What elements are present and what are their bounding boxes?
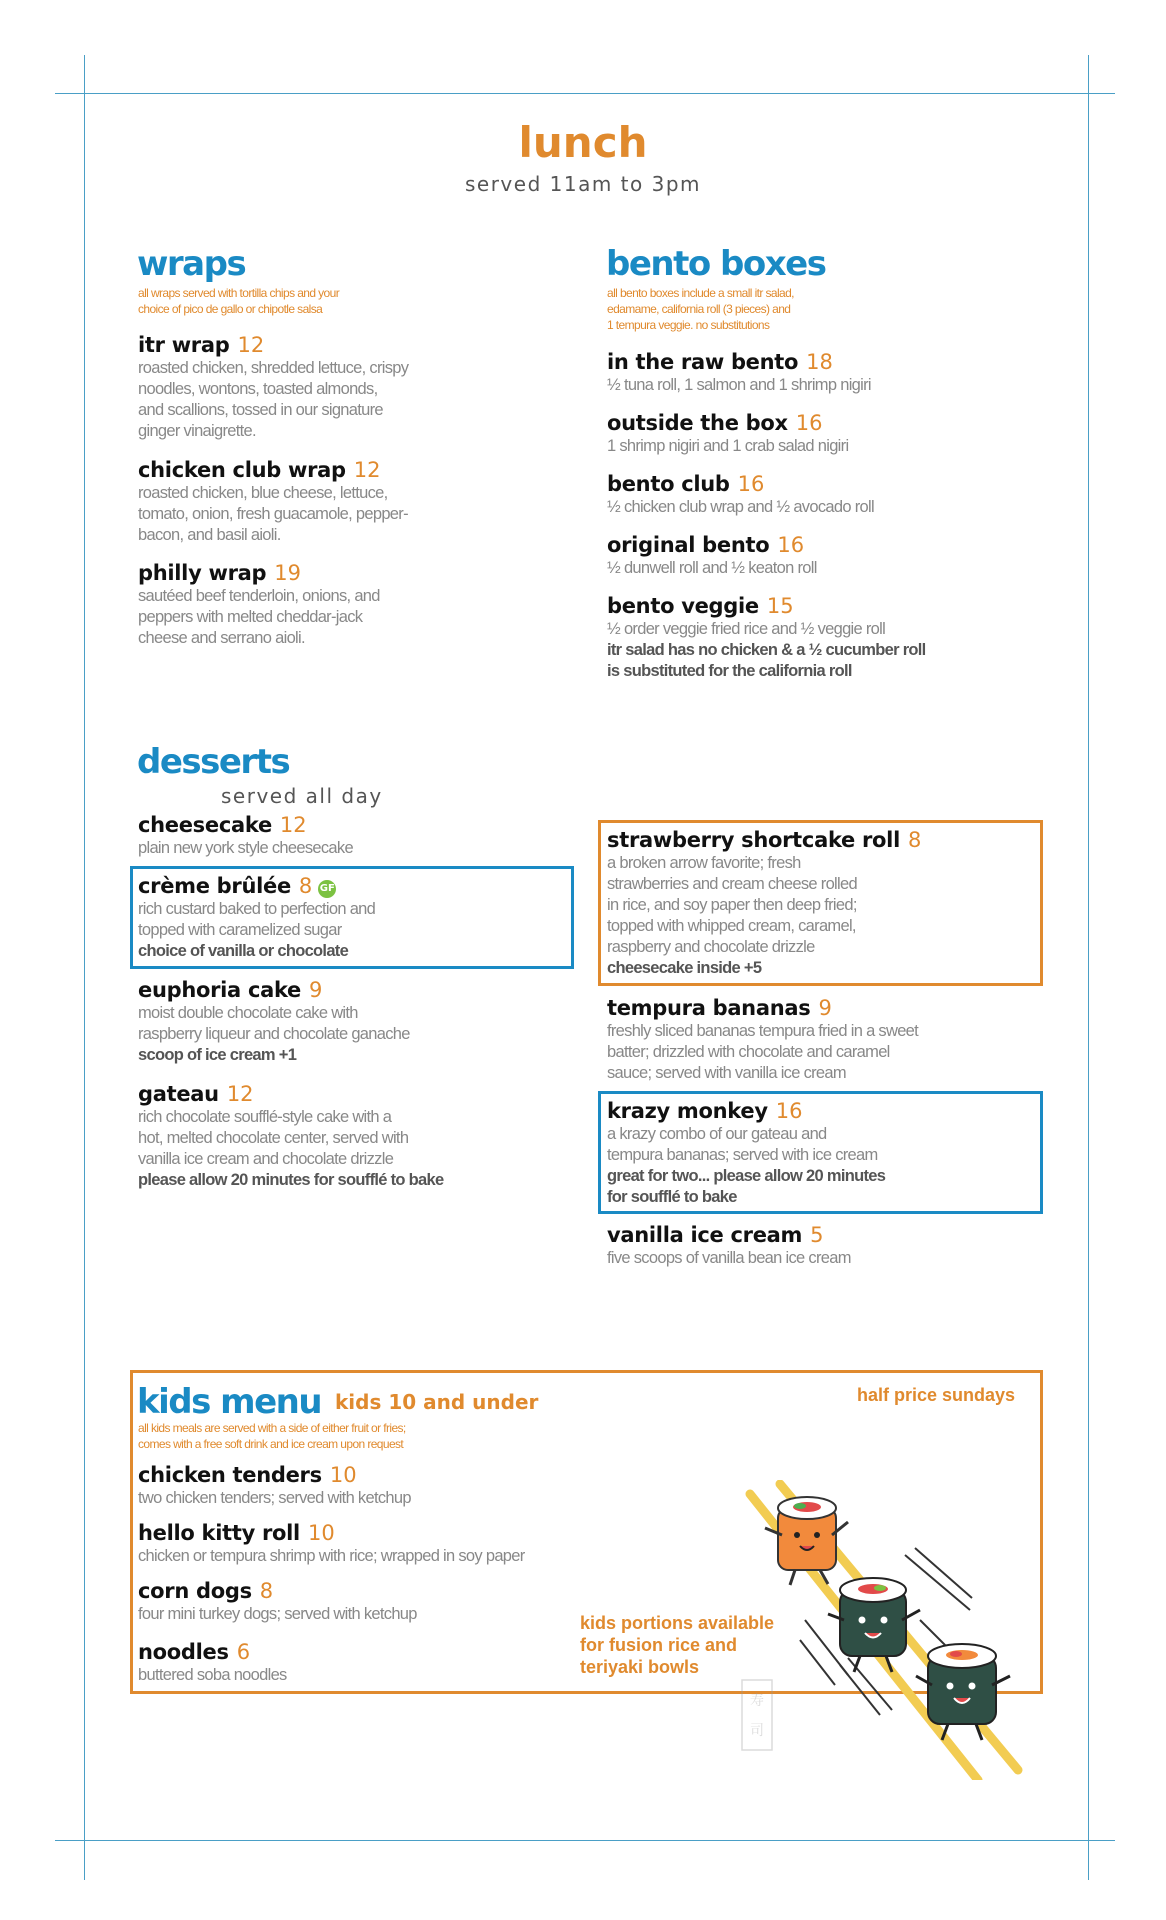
svg-text:司: 司 <box>750 1723 764 1739</box>
menu-item <box>607 410 1027 457</box>
item-price: 15 <box>766 594 794 618</box>
bento-note: all bento boxes include a small itr salad, edamame, california roll (3 pieces) and 1 tempura veggie. no substitutions <box>607 286 794 332</box>
item-price: 12 <box>237 333 265 357</box>
item-name: strawberry shortcake roll <box>607 828 900 852</box>
item-name: original bento <box>607 533 770 557</box>
item-description: roasted chicken, shredded lettuce, crispy noodles, wontons, toasted almonds, and scallions, tossed in our signature ginger vinaigrette. <box>138 359 409 440</box>
item-price: 12 <box>226 1082 254 1106</box>
item-description: freshly sliced bananas tempura fried in a sweet batter; drizzled with chocolate and caramel sauce; served with vanilla ice cream <box>607 1022 919 1082</box>
item-name: cheesecake <box>138 813 272 837</box>
item-price: 16 <box>737 472 765 496</box>
item-price: 5 <box>810 1223 824 1247</box>
bento-heading: bento boxes <box>606 244 826 284</box>
item-note: please allow 20 minutes for soufflé to bake <box>138 1171 444 1189</box>
item-name: bento club <box>607 472 730 496</box>
half-price-label: half price sundays <box>857 1385 1016 1405</box>
item-description: rich chocolate soufflé-style cake with a hot, melted chocolate center, served with vanilla ice cream and chocolate drizzle <box>138 1108 409 1168</box>
item-name: bento veggie <box>607 594 759 618</box>
item-name: chicken tenders <box>138 1463 322 1487</box>
menu-item <box>607 1098 1027 1208</box>
kids-age-label: kids 10 and under <box>335 1390 539 1414</box>
item-price: 16 <box>775 1099 803 1123</box>
item-name: vanilla ice cream <box>607 1223 803 1247</box>
item-description: ½ order veggie fried rice and ½ veggie roll <box>607 620 886 638</box>
item-description: ½ tuna roll, 1 salmon and 1 shrimp nigiri <box>607 376 871 394</box>
item-price: 9 <box>818 996 832 1020</box>
menu-item <box>607 1222 1027 1269</box>
sushi-illustration <box>720 1480 1050 1780</box>
item-price: 8 <box>298 874 313 898</box>
item-description: ½ chicken club wrap and ½ avocado roll <box>607 498 874 516</box>
item-name: corn dogs <box>138 1579 252 1603</box>
item-price: 10 <box>329 1463 357 1487</box>
item-note: itr salad has no chicken & a ½ cucumber roll is substituted for the california roll <box>607 641 926 680</box>
item-price: 12 <box>279 813 307 837</box>
item-note: great for two... please allow 20 minutes for soufflé to bake <box>607 1167 886 1206</box>
menu-item <box>607 995 1037 1084</box>
item-price: 6 <box>236 1640 251 1664</box>
menu-item <box>138 1639 618 1686</box>
kids-portions-note: kids portions available for fusion rice and teriyaki bowls <box>580 1613 775 1677</box>
item-description: sautéed beef tenderloin, onions, and peppers with melted cheddar-jack cheese and serrano aioli. <box>138 587 380 647</box>
item-price: 18 <box>806 350 833 374</box>
menu-item <box>138 332 498 442</box>
item-description: buttered soba noodles <box>138 1666 287 1684</box>
item-name: in the raw bento <box>607 350 799 374</box>
trim-line-left <box>84 55 85 1880</box>
item-name: chicken club wrap <box>138 458 346 482</box>
menu-item <box>607 349 1027 396</box>
menu-item <box>138 560 498 649</box>
menu-item <box>138 977 498 1066</box>
item-description: two chicken tenders; served with ketchup <box>138 1489 411 1507</box>
item-description: plain new york style cheesecake <box>138 839 353 857</box>
green-roll-icon <box>828 1578 920 1672</box>
item-price: 19 <box>274 561 301 585</box>
trim-line-bottom <box>55 1840 1115 1841</box>
item-price: 12 <box>353 458 381 482</box>
item-name: crème brûlée <box>138 874 291 898</box>
item-name: philly wrap <box>138 561 267 585</box>
item-description: rich custard baked to perfection and topped with caramelized sugar <box>138 900 376 939</box>
item-note: cheesecake inside +5 <box>607 959 762 977</box>
item-name: itr wrap <box>138 333 230 357</box>
menu-item <box>138 812 498 859</box>
item-description: moist double chocolate cake with raspberry liqueur and chocolate ganache <box>138 1004 410 1043</box>
wraps-heading: wraps <box>137 244 246 284</box>
item-description: a krazy combo of our gateau and tempura bananas; served with ice cream <box>607 1125 878 1164</box>
menu-item <box>138 1520 618 1567</box>
svg-text:寿: 寿 <box>750 1693 764 1709</box>
item-note: choice of vanilla or chocolate <box>138 942 349 960</box>
stamp-icon <box>742 1680 772 1750</box>
item-price: 8 <box>259 1579 274 1603</box>
menu-item <box>138 457 498 546</box>
menu-item <box>607 827 1027 979</box>
item-name: gateau <box>138 1082 219 1106</box>
desserts-heading: desserts <box>137 742 290 782</box>
menu-item <box>138 1578 618 1625</box>
item-name: hello kitty roll <box>138 1521 300 1545</box>
item-note: scoop of ice cream +1 <box>138 1046 297 1064</box>
kids-note: all kids meals are served with a side of either fruit or fries; comes with a free soft drink and ice cream upon request <box>138 1421 406 1451</box>
item-description: a broken arrow favorite; fresh strawberries and cream cheese rolled in rice, and soy paper then deep fried; topped with whipped cream, caramel, raspberry and chocolate drizzle <box>607 854 857 956</box>
item-description: five scoops of vanilla bean ice cream <box>607 1249 851 1267</box>
item-name: outside the box <box>607 411 788 435</box>
item-price: 10 <box>307 1521 335 1545</box>
kids-heading: kids menu <box>137 1382 322 1422</box>
item-name: krazy monkey <box>607 1099 768 1123</box>
trim-line-right <box>1088 55 1089 1880</box>
trim-line-top <box>55 93 1115 94</box>
menu-item <box>138 1081 518 1191</box>
menu-item <box>607 532 1027 579</box>
wraps-note: all wraps served with tortilla chips and your choice of pico de gallo or chipotle salsa <box>138 286 340 316</box>
item-price: 16 <box>795 411 823 435</box>
item-description: chicken or tempura shrimp with rice; wrapped in soy paper <box>138 1547 525 1565</box>
item-description: four mini turkey dogs; served with ketchup <box>138 1605 417 1623</box>
item-name: noodles <box>138 1640 229 1664</box>
item-name: tempura bananas <box>607 996 811 1020</box>
item-price: 9 <box>309 978 323 1002</box>
item-price: 16 <box>777 533 805 557</box>
item-description: 1 shrimp nigiri and 1 crab salad nigiri <box>607 437 849 455</box>
item-price: 8 <box>907 828 922 852</box>
menu-item <box>138 873 498 962</box>
desserts-served: served all day <box>221 784 383 808</box>
menu-item <box>138 1462 618 1509</box>
menu-item <box>607 471 1027 518</box>
item-description: ½ dunwell roll and ½ keaton roll <box>607 559 817 577</box>
page-subtitle: served 11am to 3pm <box>464 172 702 196</box>
gluten-free-icon: GF <box>318 880 336 898</box>
item-name: euphoria cake <box>138 978 302 1002</box>
page-title: lunch <box>518 118 648 167</box>
item-description: roasted chicken, blue cheese, lettuce, tomato, onion, fresh guacamole, pepper- bacon, and basil aioli. <box>138 484 408 544</box>
menu-item <box>607 593 1027 682</box>
